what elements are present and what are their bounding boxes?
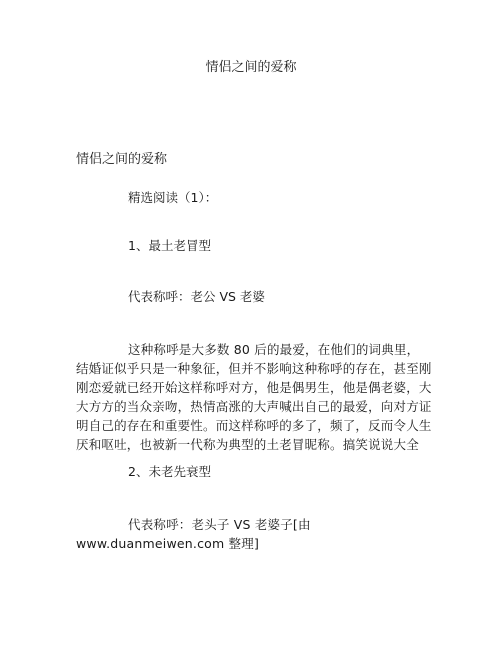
article-heading: 情侣之间的爱称	[76, 152, 168, 167]
reading-intro: 精选阅读（1）：	[128, 190, 218, 205]
section-2-heading: 2、未老先衰型	[128, 464, 211, 479]
section-2-forms: 代表称呼：老头子 VS 老婆子[由 www.duanmeiwen.com 整理]	[76, 517, 311, 551]
section-1-heading: 1、最土老冒型	[128, 238, 211, 253]
section-1-body: 这种称呼是大多数 80 后的最爱，在他们的词典里，结婚证似乎只是一种象征，但并不影响这种称呼的存在，甚至刚刚恋爱就已经开始这样称呼对方，他是偶男生，他是偶老婆，大大方方的当众亲吻，热情高涨的大声喊出自己的最爱，向对方证明自己的存在和重要性。而这样称呼的多了，频了，反而令人生厌和呕吐，也被新一代称为典型的土老冒昵称。搞笑说说大全	[76, 342, 432, 452]
document-title: 情侣之间的爱称	[205, 60, 297, 75]
section-1-forms: 代表称呼：老公 VS 老婆	[128, 289, 265, 304]
